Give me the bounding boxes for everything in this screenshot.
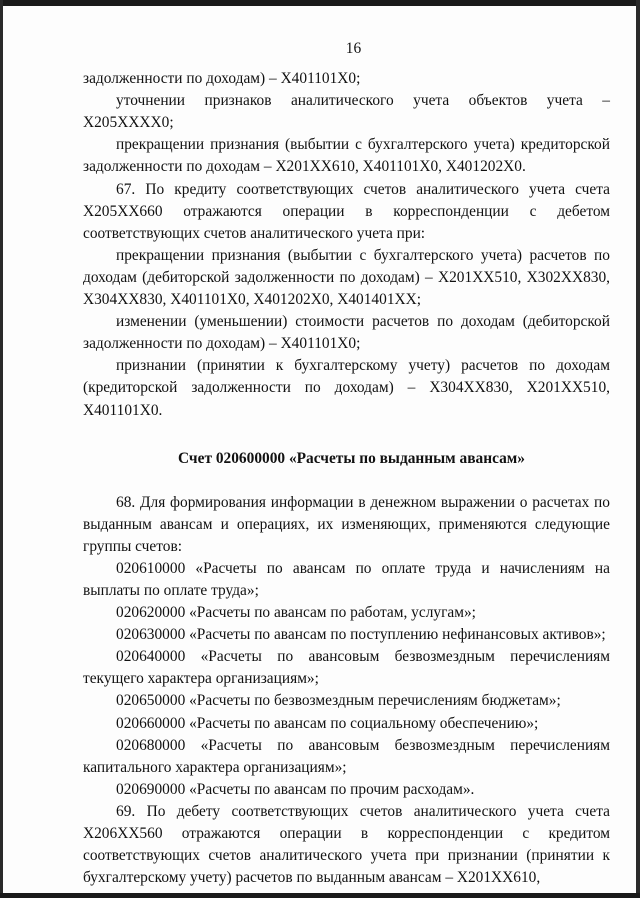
bottom-paragraph: 020680000 «Расчеты по авансовым безвозмездным перечислениям капитального характера организациям»;: [83, 736, 610, 776]
paragraphs-bottom: [83, 492, 610, 890]
bottom-paragraph: 020610000 «Расчеты по авансам по оплате труда и начислениям на выплаты по оплате труда»;: [83, 559, 610, 599]
bottom-paragraph: 68. Для формирования информации в денежном выражении о расчетах по выданным авансам и операциях, их изменяющих, применяются следующие группы счетов:: [83, 493, 610, 555]
scan-edge-bottom: [0, 893, 640, 898]
bottom-paragraph: 020620000 «Расчеты по авансам по работам, услугам»;: [116, 604, 476, 622]
bottom-paragraph: 020640000 «Расчеты по авансовым безвозмездным перечислениям текущего характера организациям»;: [83, 648, 610, 688]
bottom-paragraph: 020630000 «Расчеты по авансам по поступлению нефинансовых активов»;: [116, 626, 606, 644]
top-paragraph: прекращении признания (выбытии с бухгалтерского учета) кредиторской задолженности по доходам – Х201ХХ610, Х401101Х0, Х401202Х0.: [83, 136, 610, 176]
bottom-paragraph: 020690000 «Расчеты по авансам по прочим расходам».: [116, 780, 475, 798]
section-heading: Счет 020600000 «Расчеты по выданным авансам»: [178, 449, 525, 467]
bottom-paragraph: 69. По дебету соответствующих счетов аналитического учета счета Х206ХХ560 отражаются операции в корреспонденции с кредитом соответствующих счетов аналитического учета при признании (принятии к бухгалтерскому учету) расчетов по выданным авансам – Х201ХХ610,: [83, 802, 610, 887]
scan-edge-left: [0, 0, 3, 898]
page-content: [83, 38, 610, 889]
scan-edge-right: [636, 0, 640, 898]
top-paragraph: изменении (уменьшении) стоимости расчетов по доходам (дебиторской задолженности по доходам) – Х401101Х0;: [83, 313, 610, 353]
top-paragraph: признании (принятии к бухгалтерскому учету) расчетов по доходам (кредиторской задолженности по доходам) – Х304ХХ830, Х201ХХ510, Х401101Х0.: [83, 357, 610, 419]
top-paragraph: 67. По кредиту соответствующих счетов аналитического учета счета Х205ХХ660 отражаются операции в корреспонденции с дебетом соответствующих счетов аналитического учета при:: [83, 180, 610, 242]
top-paragraph: прекращении признания (выбытии с бухгалтерского учета) расчетов по доходам (дебиторской задолженности по доходам) – Х201ХХ510, Х302ХХ830, Х304ХХ830, Х401101Х0, Х401202Х0, Х401401ХХ;: [83, 246, 610, 309]
page-number: 16: [345, 40, 362, 57]
top-paragraph: задолженности по доходам) – Х401101Х0;: [83, 70, 361, 88]
bottom-paragraph: 020660000 «Расчеты по авансам по социальному обеспечению»;: [116, 714, 539, 732]
top-paragraph: уточнении признаков аналитического учета объектов учета – Х205ХХХХ0;: [83, 92, 610, 132]
bottom-paragraph: 020650000 «Расчеты по безвозмездным перечислениям бюджетам»;: [116, 692, 561, 710]
paragraphs-top: [83, 68, 610, 422]
scan-edge-top: [0, 0, 640, 6]
